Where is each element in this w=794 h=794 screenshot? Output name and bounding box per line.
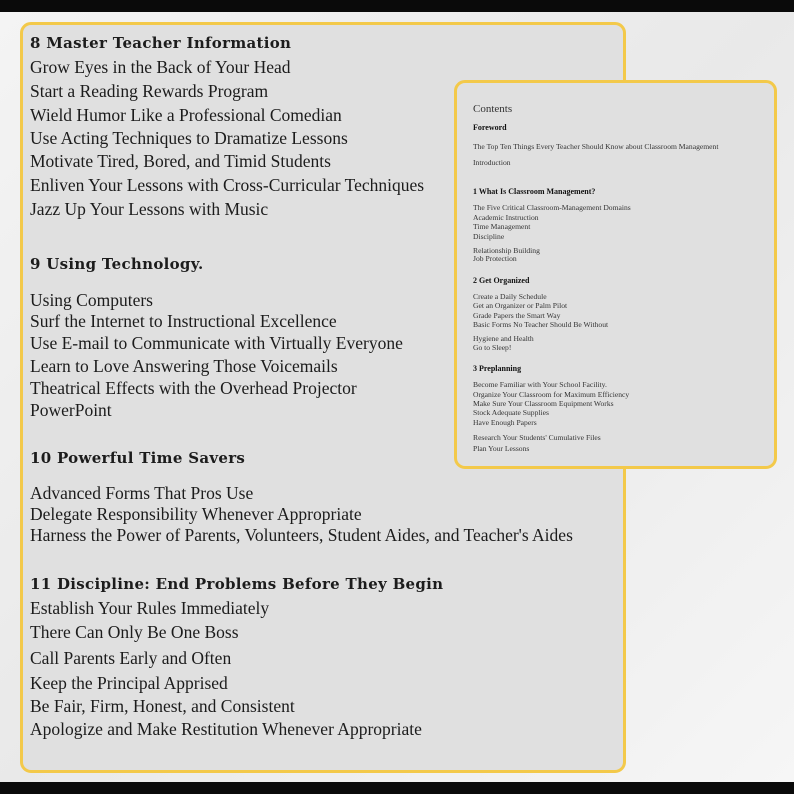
list-item: Use Acting Techniques to Dramatize Lessons bbox=[30, 128, 348, 148]
toc-item: Organize Your Classroom for Maximum Efficiency bbox=[473, 389, 630, 399]
toc-item: Grade Papers the Smart Way bbox=[473, 310, 561, 320]
list-item: PowerPoint bbox=[30, 400, 112, 420]
toc-item: Academic Instruction bbox=[473, 212, 539, 222]
toc-item: Plan Your Lessons bbox=[473, 443, 530, 453]
list-item: Advanced Forms That Pros Use bbox=[30, 483, 254, 503]
list-item: Surf the Internet to Instructional Excellence bbox=[30, 311, 337, 331]
list-item: Grow Eyes in the Back of Your Head bbox=[30, 57, 291, 77]
list-item: Start a Reading Rewards Program bbox=[30, 81, 269, 101]
bottom-bar bbox=[0, 782, 794, 794]
section-heading: 11 Discipline: End Problems Before They Begin bbox=[30, 575, 444, 593]
list-item: Using Computers bbox=[30, 290, 153, 310]
toc-item: Make Sure Your Classroom Equipment Works bbox=[473, 398, 614, 408]
toc-item: Go to Sleep! bbox=[473, 342, 512, 352]
toc-item: The Top Ten Things Every Teacher Should Know about Classroom Management bbox=[473, 141, 719, 151]
list-item: Be Fair, Firm, Honest, and Consistent bbox=[30, 696, 295, 716]
top-bar bbox=[0, 0, 794, 12]
section-heading: 10 Powerful Time Savers bbox=[30, 449, 246, 467]
toc-item: Stock Adequate Supplies bbox=[473, 407, 549, 417]
list-item: Use E-mail to Communicate with Virtually Everyone bbox=[30, 333, 403, 353]
list-item: Keep the Principal Apprised bbox=[30, 673, 228, 693]
toc-item: Discipline bbox=[473, 231, 505, 241]
list-item: Delegate Responsibility Whenever Appropriate bbox=[30, 504, 362, 524]
toc-item: Basic Forms No Teacher Should Be Without bbox=[473, 319, 609, 329]
list-item: Harness the Power of Parents, Volunteers, Student Aides, and Teacher's Aides bbox=[30, 525, 573, 545]
toc-item: Hygiene and Health bbox=[473, 333, 534, 343]
toc-item: Relationship Building bbox=[473, 245, 540, 255]
toc-item: Become Familiar with Your School Facility. bbox=[473, 379, 607, 389]
toc-item: Research Your Students' Cumulative Files bbox=[473, 432, 601, 442]
section-heading: 9 Using Technology. bbox=[30, 255, 204, 273]
toc-item: Have Enough Papers bbox=[473, 417, 537, 427]
toc-item: The Five Critical Classroom-Management Domains bbox=[473, 202, 631, 212]
list-item: Apologize and Make Restitution Whenever Appropriate bbox=[30, 719, 422, 739]
toc-heading: 1 What Is Classroom Management? bbox=[473, 186, 596, 196]
toc-heading: 2 Get Organized bbox=[473, 275, 530, 285]
list-item: Jazz Up Your Lessons with Music bbox=[30, 199, 269, 219]
toc-item: Get an Organizer or Palm Pilot bbox=[473, 300, 568, 310]
list-item: Call Parents Early and Often bbox=[30, 648, 232, 668]
contents-title: Contents bbox=[473, 103, 513, 115]
contents-panel bbox=[454, 80, 777, 469]
toc-heading: Foreword bbox=[473, 122, 507, 132]
toc-item: Introduction bbox=[473, 157, 511, 167]
toc-item: Create a Daily Schedule bbox=[473, 291, 547, 301]
toc-heading: 3 Preplanning bbox=[473, 363, 522, 373]
list-item: There Can Only Be One Boss bbox=[30, 622, 239, 642]
section-heading: 8 Master Teacher Information bbox=[30, 34, 292, 52]
list-item: Enliven Your Lessons with Cross-Curricular Techniques bbox=[30, 175, 425, 195]
toc-item: Time Management bbox=[473, 221, 531, 231]
list-item: Learn to Love Answering Those Voicemails bbox=[30, 356, 338, 376]
list-item: Wield Humor Like a Professional Comedian bbox=[30, 105, 342, 125]
list-item: Establish Your Rules Immediately bbox=[30, 598, 270, 618]
list-item: Theatrical Effects with the Overhead Projector bbox=[30, 378, 357, 398]
list-item: Motivate Tired, Bored, and Timid Students bbox=[30, 151, 331, 171]
toc-item: Job Protection bbox=[473, 253, 517, 263]
